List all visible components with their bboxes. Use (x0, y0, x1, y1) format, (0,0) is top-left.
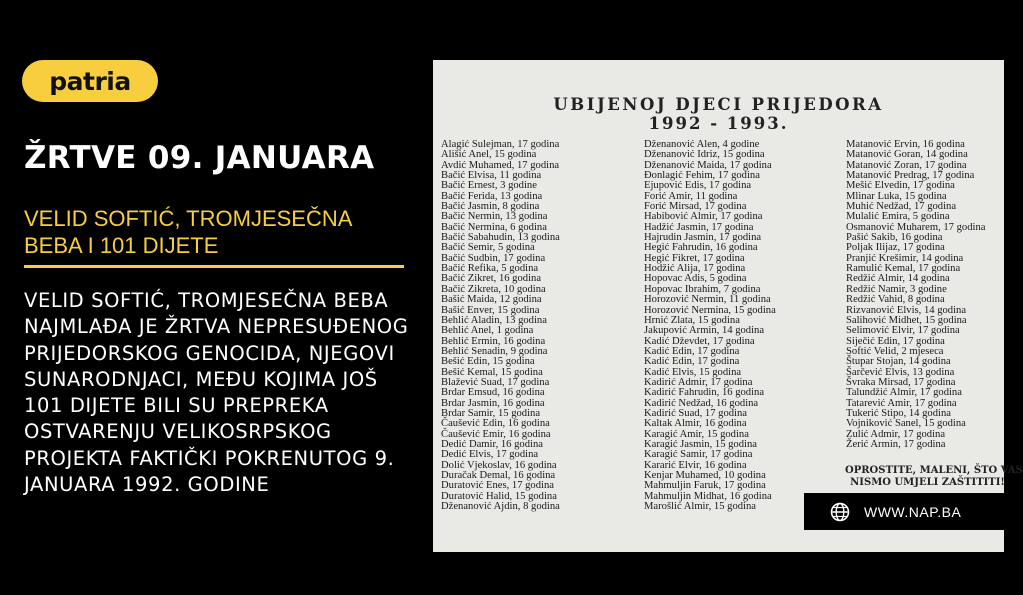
victims-column-2: Dženanović Alen, 4 godine Dženanović Idriz, 15 godina Dženanović Maida, 17 godina Đonlagić Fehim, 17 godina Ejupović Edis, 17 godina Forić Amir, 11 godina Forić Mirsad, 17 godina Habibović Almir, 17 godina Hadžić Jasmin, 17 godina Hajrudin Jasmin, 17 godina Hegić Fahrudin, 16 godina Hegić Fikret, 17 godina Hodžić Alija, 17 godina Hopovac Adis, 5 godina Hopovac Ibrahim, 7 godina Horozović Nermin, 11 godina Horozović Nermina, 15 godina Hrnić Zlata, 15 godina Jakupović Armin, 14 godina Kadić Dževdet, 17 godina Kadić Edin, 17 godina Kadić Edin, 17 godina Kadić Elvis, 15 godina Kadirić Admir, 17 godina Kadirić Fahrudin, 16 godina Kadirić Nedžad, 16 godina Kadirić Suad, 17 godina Kaltak Almir, 16 godina Karagić Amir, 15 godina Karagić Jasmin, 15 godina Karagić Samir, 17 godina Kararić Elvir, 16 godina Kenjar Muhamed, 10 godina Mahmuljin Faruk, 17 godina Mahmuljin Midhat, 16 godina Marošlić Almir, 15 godina (644, 139, 776, 513)
victims-column-1: Alagić Sulejman, 17 godina Ališić Anel, 15 godina Avdić Muhamed, 17 godina Bačić Elvisa, 11 godina Bačić Ernest, 3 godine Bačić Ferida, 13 godina Bačić Jasmin, 8 godina Bačić Nermin, 13 godina Bačić Nermina, 6 godina Bačić Sabahudin, 13 godina Bačić Semir, 5 godina Bačić Sudbin, 17 godina Bačić Refika, 5 godina Bačić Zikret, 16 godina Bačić Zikreta, 10 godina Bašić Maida, 12 godina Bašić Enver, 15 godina Behlić Aladin, 13 godina Behlić Anel, 1 godina Behlić Ermin, 16 godina Behlić Senadin, 9 godina Bešić Edin, 15 godina Bešić Kemal, 15 godina Blažević Suad, 17 godina Brdar Emsud, 16 godina Brdar Jasmin, 16 godina Brdar Samir, 15 godina Čaušević Edin, 16 godina Čaušević Emir, 16 godina Dedić Damir, 16 godina Dedić Elvis, 17 godina Dolić Vjekoslav, 16 godina Duračak Demal, 16 godina Duratović Enes, 17 godina Duratović Halid, 15 godina Dženanović Ajdin, 8 godina (441, 139, 560, 513)
globe-icon (830, 502, 850, 522)
patria-logo: patria (22, 60, 158, 102)
victims-column-3: Matanović Ervin, 16 godina Matanović Goran, 14 godina Matanović Zoran, 17 godina Matanović Predrag, 17 godina Mešić Elvedin, 17 godina Mlinar Luka, 15 godina Muhić Nedžad, 17 godina Mulalić Emira, 5 godina Osmanović Muharem, 17 godina Pašić Sakib, 16 godina Poljak Ilijaz, 17 godina Pranjić Krešimir, 14 godina Ramulić Kemal, 17 godina Redžić Almir, 14 godina Redžić Namir, 3 godine Redžić Vahid, 8 godina Rizvanović Elvis, 14 godina Salihović Midhet, 15 godina Selimović Elvir, 17 godina Siječić Edin, 17 godina Softić Velid, 2 mjeseca Štupar Stojan, 14 godina Šarčević Elvis, 13 godina Švraka Mirsad, 17 godina Talundžić Almir, 17 godina Tatarević Amir, 17 godina Tukerić Stipo, 14 godina Vojniković Sanel, 15 godina Zulić Admir, 17 godina Žerić Armin, 17 godina (846, 139, 986, 450)
subtitle: VELID SOFTIĆ, TROMJESEČNA BEBA I 101 DIJETE (24, 206, 352, 258)
website-badge[interactable] (804, 493, 1004, 530)
divider (24, 265, 404, 268)
website-label: WWW.NAP.BA (864, 503, 962, 520)
clipping-outro: OPROSTITE, MALENI, ŠTO VAS NISMO UMJELI ZAŠTITITI! (845, 465, 1023, 488)
headline: ŽRTVE 09. JANUARA (24, 140, 375, 176)
clipping-years: 1992 - 1993. (648, 114, 789, 133)
newspaper-clipping (433, 60, 1023, 552)
body-text: VELID SOFTIĆ, TROMJESEČNA BEBA NAJMLAĐA JE ŽRTVA NEPRESUĐENOG PRIJEDORSKOG GENOCIDA, NJEGOVI SUNARODNJACI, MEĐU KOJIMA JOŠ 101 DIJETE BILI SU PREPREKA OSTVARENJU VELIKOSRPSKOG PROJEKTA FAKTIČKI POKRENUTOG 9. JANUARA 1992. GODINE (24, 289, 409, 497)
clipping-title: UBIJENOJ DJECI PRIJEDORA (553, 95, 884, 114)
